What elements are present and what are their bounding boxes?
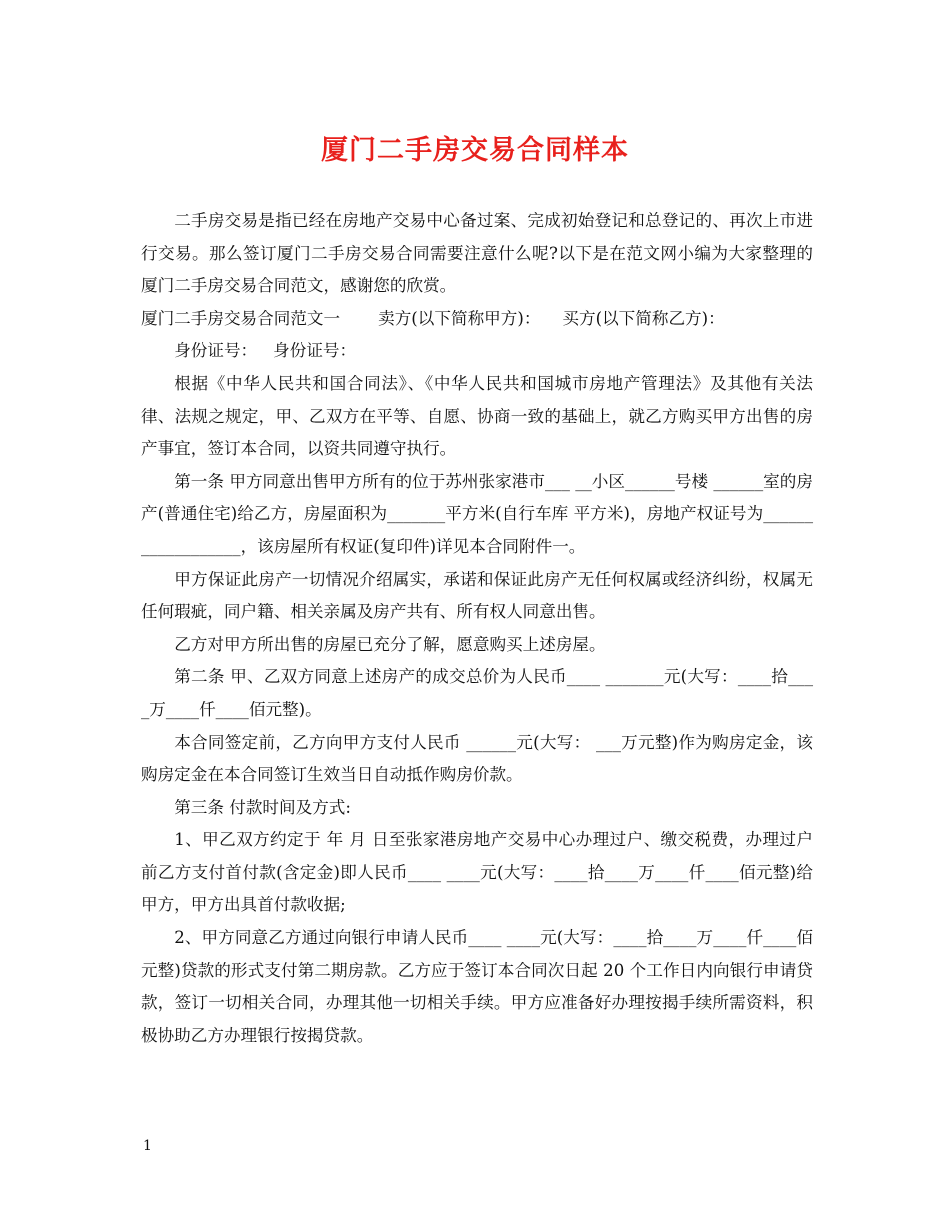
deposit-paragraph: 本合同签定前，乙方向甲方支付人民币 ______元(大写： ___万元整)作为购房定金，该购房定金在本合同签订生效当日自动抵作购房价款。 bbox=[141, 732, 813, 785]
id-line bbox=[141, 335, 813, 368]
legal-basis-paragraph: 根据《中华人民共和国合同法》、《中华人民共和国城市房地产管理法》及其他有关法律、法规之规定，甲、乙双方在平等、自愿、协商一致的基础上，就乙方购买甲方出售的房产事宜，签订本合同，以资共同遵守执行。 bbox=[141, 373, 813, 459]
contract-heading: 厦门二手房交易合同范文一 bbox=[141, 308, 341, 328]
page-number: 1 bbox=[143, 1138, 152, 1154]
seller-id-label: 身份证号： bbox=[174, 341, 258, 361]
seller-guarantee-paragraph: 甲方保证此房产一切情况介绍属实，承诺和保证此房产无任何权属或经济纠纷，权属无任何瑕疵，同户籍、相关亲属及房产共有、所有权人同意出售。 bbox=[141, 569, 813, 622]
buyer-acknowledgement-paragraph: 乙方对甲方所出售的房屋已充分了解，愿意购买上述房屋。 bbox=[174, 634, 606, 654]
buyer-id-label: 身份证号： bbox=[273, 341, 357, 361]
parties-line bbox=[141, 303, 813, 336]
payment-item-2: 2、甲方同意乙方通过向银行申请人民币____ ____元(大写：____拾____万____仟____佰元整)贷款的形式支付第二期房款。乙方应于签订本合同次日起 20 个工作日内向银行申请贷款，签订一切相关合同，办理其他一切相关手续。甲方应准备好办理按揭手续所需资料，积极协助乙方办理银行按揭贷款。 bbox=[141, 928, 813, 1045]
article-2-paragraph: 第二条 甲、乙双方同意上述房产的成交总价为人民币____ _______元(大写：____拾____万____仟____佰元整)。 bbox=[141, 667, 813, 719]
payment-item-1: 1、甲乙双方约定于 年 月 日至张家港房地产交易中心办理过户、缴交税费，办理过户前乙方支付首付款(含定金)即人民币____ ____元(大写：____拾____万____仟____佰元整)给甲方，甲方出具首付款收据; bbox=[141, 830, 813, 915]
article-3-heading: 第三条 付款时间及方式: bbox=[174, 797, 351, 817]
document-title: 厦门二手房交易合同样本 bbox=[321, 135, 629, 166]
buyer-label: 买方(以下简称乙方)： bbox=[562, 308, 725, 328]
document-body bbox=[141, 205, 813, 1052]
intro-paragraph: 二手房交易是指已经在房地产交易中心备过案、完成初始登记和总登记的、再次上市进行交易。那么签订厦门二手房交易合同需要注意什么呢?以下是在范文网小编为大家整理的厦门二手房交易合同范文，感谢您的欣赏。 bbox=[141, 211, 813, 296]
article-1-paragraph: 第一条 甲方同意出售甲方所有的位于苏州张家港市___ __小区______号楼 ______室的房产(普通住宅)给乙方，房屋面积为_______平方米(自行车库 平方米)，房地产权证号为__________________，该房屋所有权证(复印件)详见本合同附件一。 bbox=[141, 471, 813, 556]
seller-label: 卖方(以下简称甲方)： bbox=[378, 308, 541, 328]
